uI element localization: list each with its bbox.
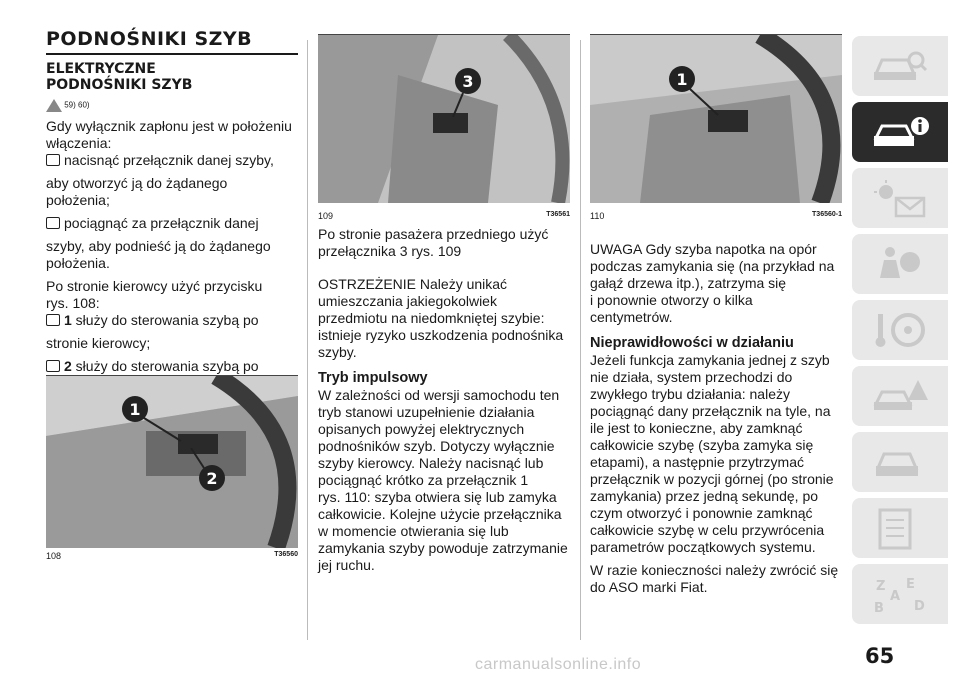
column-1 xyxy=(46,0,298,392)
text-line: tryb stanowi uzupełnienie działania xyxy=(318,404,535,420)
intro-text-1: Gdy wyłącznik zapłonu jest w położeniu xyxy=(46,118,292,134)
text-line: przełącznik w pozycji górnej (po stronie xyxy=(590,471,834,487)
tab-index[interactable] xyxy=(852,564,948,624)
svg-text:1: 1 xyxy=(676,70,688,89)
warning-refs-text: 59) 60) xyxy=(64,100,90,110)
note-block xyxy=(590,241,848,326)
tab-technical-data[interactable] xyxy=(852,498,948,558)
bullet-icon xyxy=(46,217,60,229)
bullet-3-line2: stronie kierowcy; xyxy=(46,335,151,351)
text-line: do ASO marki Fiat. xyxy=(590,579,708,595)
driver-side-text-1: Po stronie kierowcy użyć przycisku xyxy=(46,278,263,294)
figure-number: 108 xyxy=(46,551,62,561)
document-list-icon xyxy=(870,508,930,550)
text-line: całkowicie. Kolejne użycie przełącznika xyxy=(318,506,562,522)
bullet-icon xyxy=(46,360,60,372)
text-line: centymetrów. xyxy=(590,309,673,325)
figure-number: 109 xyxy=(318,211,334,221)
lights-mail-icon xyxy=(870,178,930,220)
tab-car-service[interactable] xyxy=(852,432,948,492)
text-line: Jeżeli funkcja zamykania jednej z szyb xyxy=(590,352,830,368)
text-line: nie działa, system przechodzi do xyxy=(590,369,793,385)
text-line: w momencie otwierania się lub xyxy=(318,523,509,539)
figure-110-caption xyxy=(590,211,842,221)
svg-text:E: E xyxy=(906,577,915,592)
driver-side-text-2: rys. 108: xyxy=(46,295,100,311)
bullet-1-line1: nacisnąć przełącznik danej szyby, xyxy=(46,152,298,169)
figure-108-image xyxy=(46,375,298,548)
page-title: PODNOŚNIKI SZYB xyxy=(46,28,253,50)
text-line: pociągnąć dany przełącznik na tyle, na xyxy=(590,403,831,419)
passenger-text-1: Po stronie pasażera przedniego użyć xyxy=(318,226,549,242)
figure-110-image xyxy=(590,34,842,203)
svg-text:A: A xyxy=(890,589,901,604)
warning-line: umieszczania jakiegokolwiek xyxy=(318,293,497,309)
text-line: W razie konieczności należy zwrócić się xyxy=(590,562,839,578)
alphabet-index-icon xyxy=(870,574,930,616)
column-divider xyxy=(307,40,308,640)
car-search-icon xyxy=(870,46,930,88)
warning-triangle-icon xyxy=(46,99,62,112)
text-line: zamykania szyby powoduje zatrzymanie xyxy=(318,540,568,556)
impulse-mode-heading: Tryb impulsowy xyxy=(318,370,428,386)
text-line: ile jest to konieczne, aby zamknąć xyxy=(590,420,803,436)
title-rule xyxy=(46,53,298,55)
figure-code: T36561 xyxy=(546,211,570,218)
page-number: 65 xyxy=(865,644,895,668)
figure-109-caption xyxy=(318,211,570,221)
section-title xyxy=(46,61,298,93)
svg-text:3: 3 xyxy=(462,72,474,91)
bullet-icon xyxy=(46,314,60,326)
figure-number: 110 xyxy=(590,211,605,221)
text-line: i ponownie otworzy o kilka xyxy=(590,292,753,308)
car-wrench-icon xyxy=(870,442,930,484)
text-line: etapami), a następnie przytrzymać xyxy=(590,454,804,470)
bullet-1-line2: aby otworzyć ją do żądanego xyxy=(46,175,228,191)
svg-text:Z: Z xyxy=(876,579,886,594)
svg-text:B: B xyxy=(874,601,884,616)
airbag-person-icon xyxy=(870,244,930,286)
aso-text xyxy=(590,562,848,596)
bullet-2-line2: szyby, aby podnieść ją do żądanego xyxy=(46,238,271,254)
section-title-line1: ELEKTRYCZNE xyxy=(46,61,156,77)
text-line: W zależności od wersji samochodu ten xyxy=(318,387,560,403)
tab-car-search[interactable] xyxy=(852,36,948,96)
section-title-line2: PODNOŚNIKI SZYB xyxy=(46,77,193,93)
text-line: rys. 110: szyba otwiera się lub zamyka xyxy=(318,489,557,505)
tab-car-warning[interactable] xyxy=(852,366,948,426)
bullet-3-line1: 1 służy do sterowania szybą po xyxy=(46,312,298,329)
text-line: UWAGA Gdy szyba napotka na opór xyxy=(590,241,817,257)
key-steering-wheel-icon xyxy=(870,310,930,352)
door-switch-photo-110 xyxy=(590,35,842,203)
bullet-4-line1: 2 służy do sterowania szybą po xyxy=(46,358,298,375)
figure-code: T36560 xyxy=(274,551,298,558)
tab-key-steering[interactable] xyxy=(852,300,948,360)
figure-109-image xyxy=(318,34,570,203)
door-switch-photo-109 xyxy=(318,35,570,203)
column-2 xyxy=(318,226,576,574)
figure-code: T36560-1 xyxy=(812,211,842,218)
column-3 xyxy=(590,241,848,596)
warning-line: szyby. xyxy=(318,344,357,360)
text-line: podczas zamykania się (na przykład na xyxy=(590,258,835,274)
figure-108-caption xyxy=(46,551,298,561)
text-line: pociągnąć krótko za przełącznik 1 xyxy=(318,472,529,488)
text-line: gałąź drzewa itp.), zatrzyma się xyxy=(590,275,787,291)
text-line: jej ruchu. xyxy=(318,557,375,573)
tab-lights-mail[interactable] xyxy=(852,168,948,228)
svg-text:1: 1 xyxy=(129,400,141,419)
tab-car-info[interactable] xyxy=(852,102,948,162)
bullet-icon xyxy=(46,154,60,166)
warning-line: istnieje ryzyko uszkodzenia podnośnika xyxy=(318,327,564,343)
door-switch-photo-108 xyxy=(46,376,298,548)
text-line: czym otworzyć i ponownie zamknąć xyxy=(590,505,813,521)
warning-refs xyxy=(46,99,298,112)
text-line: podnośników szyb. Dotyczy wyłącznie xyxy=(318,438,555,454)
text-line: całkowicie szybę (szyba zamyka się xyxy=(590,437,814,453)
malfunction-heading: Nieprawidłowości w działaniu xyxy=(590,335,794,351)
impulse-mode-text xyxy=(318,387,576,574)
column-divider xyxy=(580,40,581,640)
svg-text:2: 2 xyxy=(206,469,218,488)
text-line: zwykłego trybu działania: należy xyxy=(590,386,790,402)
text-line: całkowicie szybę w celu przywrócenia xyxy=(590,522,825,538)
svg-text:D: D xyxy=(914,599,925,614)
watermark: carmanualsonline.info xyxy=(475,656,642,673)
text-line: szyby kierowcy. Należy nacisnąć lub xyxy=(318,455,544,471)
warning-line: przedmiotu na niedomkniętej szybie: xyxy=(318,310,545,326)
car-warning-icon xyxy=(870,376,930,418)
car-info-icon xyxy=(870,112,930,154)
bullet-2-line3: położenia. xyxy=(46,255,110,271)
passenger-text-2: przełącznika 3 rys. 109 xyxy=(318,243,462,259)
intro-text-2: włączenia: xyxy=(46,135,112,151)
text-line: zamykania) przez jedną sekundę, po xyxy=(590,488,819,504)
warning-block xyxy=(318,276,576,361)
text-line: opisanych powyżej elektrycznych xyxy=(318,421,525,437)
bullet-1-line3: położenia; xyxy=(46,192,110,208)
bullet-2-line1: pociągnąć za przełącznik danej xyxy=(46,215,298,232)
text-line: parametrów początkowych systemu. xyxy=(590,539,816,555)
malfunction-text xyxy=(590,352,848,556)
warning-line: OSTRZEŻENIE Należy unikać xyxy=(318,276,508,292)
tab-airbag[interactable] xyxy=(852,234,948,294)
